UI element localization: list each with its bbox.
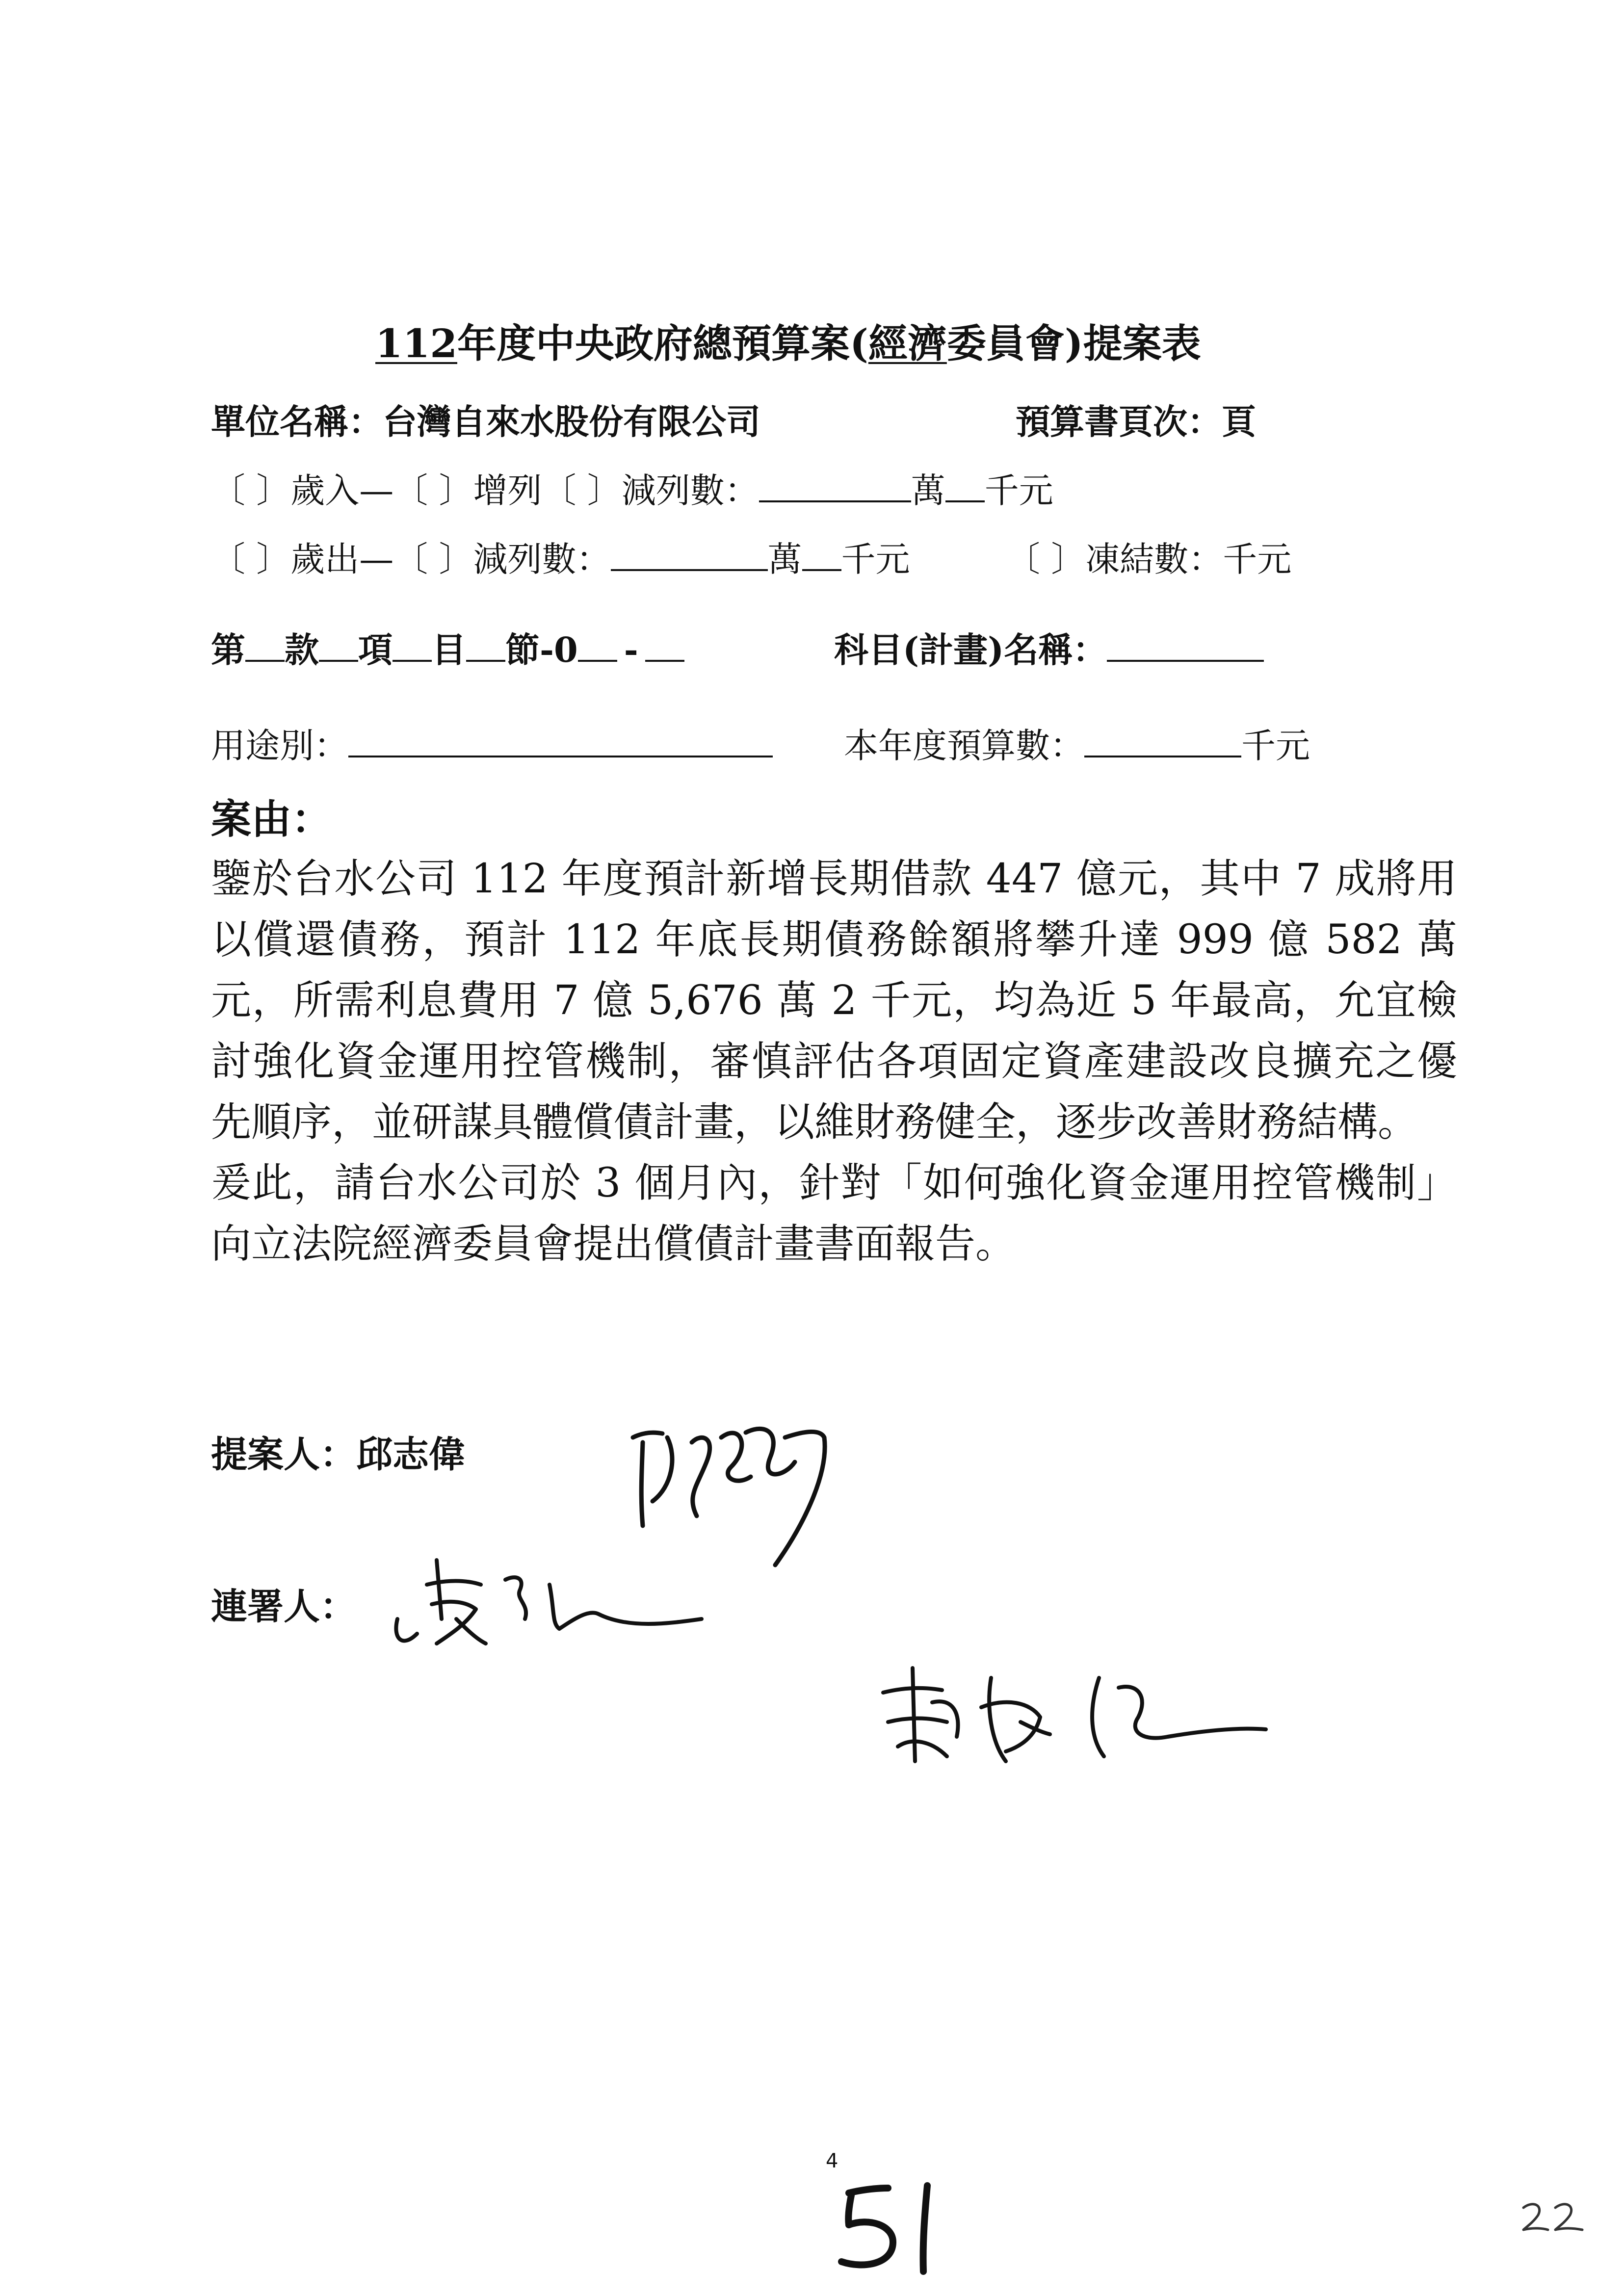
title-committee: 經濟 (868, 320, 947, 366)
cosigner-signature-1 (383, 1540, 716, 1668)
expense-prefix: 〔 〕歲出—〔 〕減列數： (211, 539, 611, 579)
revenue-wan-blank (759, 470, 911, 502)
class-blank-1 (245, 629, 285, 662)
expense-wan-blank (611, 539, 768, 571)
corner-handwritten-note (1516, 2193, 1590, 2237)
usage-line (211, 724, 773, 768)
subject-blank (1107, 629, 1264, 662)
budget-unit: 千元 (1241, 726, 1310, 766)
class-blank-5 (578, 629, 617, 662)
cosigner-signature-2 (873, 1648, 1276, 1786)
handwritten-page-number (829, 2178, 947, 2276)
revenue-wan: 萬 (911, 470, 945, 511)
class-blank-2 (319, 629, 358, 662)
budget-amount-line (844, 724, 1310, 768)
printed-page-number: 4 (826, 2150, 838, 2172)
reason-heading: 案由： (211, 796, 332, 843)
classification-line (211, 628, 684, 672)
usage-blank (348, 725, 773, 757)
unit-name: 單位名稱：台灣自來水股份有限公司 (211, 401, 760, 442)
title-mid: 年度中央政府總預算案( (457, 320, 868, 366)
class-blank-3 (393, 629, 432, 662)
class-jie: 節-0 (505, 629, 578, 670)
budget-blank (1084, 725, 1241, 757)
expense-wan: 萬 (767, 539, 802, 579)
title-year: 112 (375, 320, 457, 366)
class-di: 第 (211, 629, 245, 670)
class-blank-4 (466, 629, 505, 662)
usage-label: 用途別： (211, 726, 348, 766)
title-end: 委員會)提案表 (946, 320, 1201, 366)
freeze-amount: 〔 〕凍結數：千元 (1006, 539, 1292, 579)
subject-label: 科目(計畫)名稱： (834, 629, 1107, 670)
reason-paragraph-1: 鑒於台水公司 112 年度預計新增長期借款 447 億元，其中 7 成將用以償還債務，預計 112 年底長期債務餘額將攀升達 999 億 582 萬元，所需利息費用 7 億 5,676 萬 2 千元，均為近 5 年最高，允宜檢討強化資金運用控管機制，審慎評估各項固定資產建設改良擴充之優先順序，並研謀具體償債計畫，以維財務健全，逐步改善財務結構。 (211, 856, 1457, 1146)
budget-page-label: 預算書頁次：頁 (1016, 401, 1256, 442)
expense-qian-blank (802, 539, 841, 571)
class-blank-6 (645, 629, 684, 662)
class-mu: 目 (432, 629, 466, 670)
reason-body (211, 849, 1457, 1275)
class-xiang: 項 (358, 629, 393, 670)
revenue-qian-blank (945, 470, 985, 502)
revenue-line (211, 469, 1053, 513)
revenue-qian: 千元 (984, 470, 1053, 511)
subject-name-line (834, 628, 1264, 672)
document-title (375, 319, 1201, 368)
class-kuan: 款 (285, 629, 319, 670)
expense-qian: 千元 (841, 539, 910, 579)
reason-paragraph-2: 爰此，請台水公司於 3 個月內，針對「如何強化資金運用控管機制」向立法院經濟委員會提出償債計畫書面報告。 (211, 1160, 1457, 1267)
revenue-prefix: 〔 〕歲入—〔 〕增列〔 〕減列數： (211, 470, 759, 511)
class-dash: - (624, 629, 638, 670)
proposer-label: 提案人：邱志偉 (211, 1434, 465, 1476)
budget-label: 本年度預算數： (844, 726, 1084, 766)
cosigners-label: 連署人： (211, 1586, 356, 1628)
expense-line (211, 537, 910, 581)
